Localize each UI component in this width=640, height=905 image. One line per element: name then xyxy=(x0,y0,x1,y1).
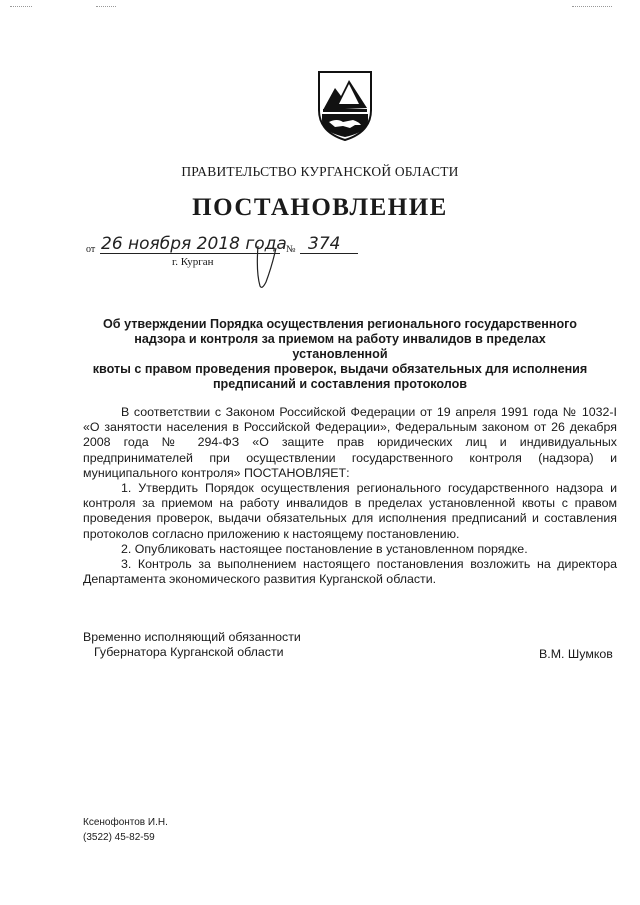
scan-artifact xyxy=(572,6,612,8)
title-line: надзора и контроля за приемом на работу инвалидов в пределах установленной xyxy=(134,332,546,361)
document-title xyxy=(90,317,590,392)
date-from-label: от xyxy=(86,244,96,255)
executor-name: Ксенофонтов И.Н. xyxy=(83,817,168,828)
title-line: квоты с правом проведения проверок, выдачи обязательных для исполнения xyxy=(92,362,588,376)
signatory-name: В.М. Шумков xyxy=(539,647,613,661)
scan-artifact xyxy=(96,6,116,8)
executor-phone: (3522) 45-82-59 xyxy=(83,832,155,843)
city: г. Курган xyxy=(172,256,214,268)
government-name: ПРАВИТЕЛЬСТВО КУРГАНСКОЙ ОБЛАСТИ xyxy=(181,164,459,179)
handwritten-date: 26 ноября 2018 года xyxy=(101,234,287,254)
kurgan-coat-of-arms-icon xyxy=(317,70,373,142)
preamble-paragraph: В соответствии с Законом Российской Федерации от 19 апреля 1991 года № 1032-I «О занятости населения в Российской Федерации», Федеральным законом от 26 декабря 2008 года № 294-ФЗ «О защите прав юридических лиц и индивидуальных предпринимателей при осуществлении государственного контроля (надзора) и муниципального контроля» ПОСТАНОВЛЯЕТ: xyxy=(83,405,617,480)
handwriting-stroke xyxy=(246,242,286,292)
signatory-position xyxy=(83,630,301,660)
position-line: Губернатора Курганской области xyxy=(94,645,284,659)
number-underline xyxy=(300,253,358,254)
item-paragraph: 2. Опубликовать настоящее постановление в установленном порядке. xyxy=(121,541,528,556)
title-line: Об утверждении Порядка осуществления регионального государственного xyxy=(103,317,577,331)
number-label: № xyxy=(286,244,296,255)
item-paragraph: 3. Контроль за выполнением настоящего постановления возложить на директора Департамента экономического развития Курганской области. xyxy=(83,557,617,587)
date-number-line xyxy=(86,236,386,292)
document-body xyxy=(83,405,617,587)
executor-info xyxy=(83,815,168,845)
document-type: ПОСТАНОВЛЕНИЕ xyxy=(192,194,448,221)
title-line: предписаний и составления протоколов xyxy=(212,377,468,391)
scan-artifact xyxy=(10,6,32,8)
position-line: Временно исполняющий обязанности xyxy=(83,630,301,644)
item-paragraph: 1. Утвердить Порядок осуществления регионального государственного надзора и контроля за приемом на работу инвалидов в пределах установленной квоты с правом проведения проверок, выдачи обязательных для исполнения предписаний и составления протоколов согласно приложению к настоящему постановлению. xyxy=(83,481,617,541)
handwritten-number: 374 xyxy=(308,234,341,254)
